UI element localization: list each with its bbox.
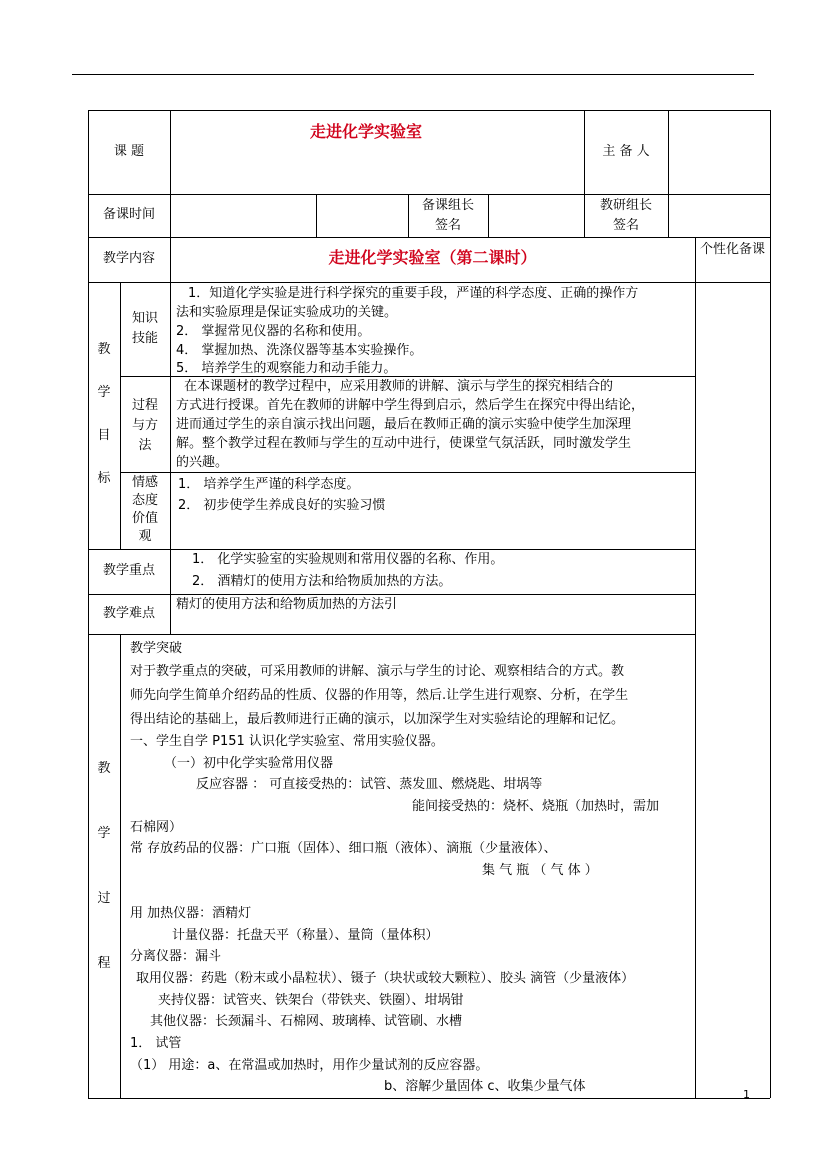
key-point-line: 2． 酒精灯的使用方法和给物质加热的方法。 <box>192 574 452 589</box>
process-line: 师先向学生简单介绍药品的性质、仪器的作用等，然后.让学生进行观察、分析，在学生 <box>130 688 629 703</box>
objectives-side-char: 学 <box>97 385 111 400</box>
process-side-char: 过 <box>97 891 111 906</box>
process-side-char: 教 <box>97 761 111 776</box>
process-line: 分离仪器：漏斗 <box>130 949 222 964</box>
content-title: 走进化学实验室（第二课时） <box>328 248 537 267</box>
process-method-line: 在本课题材的教学过程中，应采用教师的讲解、演示与学生的探究相结合的 <box>184 379 614 394</box>
process-method-line: 进而通过学生的亲自演示找出问题，最后在教师正确的演示实验中使学生加深理 <box>176 417 632 432</box>
topic-label: 课 题 <box>113 144 145 159</box>
process-line: （一）初中化学实验常用仪器 <box>164 756 334 771</box>
process-line: 其他仪器：长颈漏斗、石棉网、玻璃棒、试管刷、水槽 <box>150 1014 463 1029</box>
knowledge-label: 知识技能 <box>131 311 158 346</box>
emotion-line: 1． 培养学生严谨的科学态度。 <box>178 477 360 492</box>
process-line: 夹持仪器：试管夹、铁架台（带铁夹、铁圈）、坩埚钳 <box>158 993 464 1008</box>
process-line: 反应容器 ： 可直接受热的：试管、蒸发皿、燃烧匙、坩埚等 <box>196 777 543 792</box>
objectives-side-char: 标 <box>97 471 111 486</box>
process-line: 一、学生自学 P151 认识化学实验室、常用实验仪器。 <box>130 734 444 749</box>
process-method-label: 过程与方法 <box>131 398 158 453</box>
knowledge-line: 2． 掌握常见仪器的名称和使用。 <box>176 324 371 339</box>
process-line: 用 加热仪器：酒精灯 <box>130 906 252 921</box>
process-method-line: 方式进行授课。首先在教师的讲解中学生得到启示，然后学生在探究中得出结论， <box>176 398 645 413</box>
difficult-points-label: 教学难点 <box>102 606 155 621</box>
process-line: 集 气 瓶 （ 气 体 ） <box>482 863 598 878</box>
process-line: 1． 试管 <box>130 1036 182 1051</box>
header-rule <box>72 74 754 75</box>
emotion-label: 情感态度价值观 <box>131 475 158 544</box>
objectives-side-char: 教 <box>97 342 111 357</box>
knowledge-line: 1．知道化学实验是进行科学探究的重要手段，严谨的科学态度、正确的操作方 <box>188 286 639 301</box>
process-line: 取用仪器：药匙（粉末或小晶粒状）、镊子（块状或较大颗粒）、胶头 滴管（少量液体） <box>136 971 635 986</box>
process-side-char: 学 <box>97 826 111 841</box>
process-line: 计量仪器：托盘天平（称量）、量筒（量体积） <box>172 928 439 943</box>
knowledge-line: 5． 培养学生的观察能力和动手能力。 <box>176 361 397 376</box>
content-label: 教学内容 <box>102 251 155 266</box>
preparer-label: 主 备 人 <box>602 144 650 159</box>
prep-time-label: 备课时间 <box>102 207 155 222</box>
process-line: 得出结论的基础上，最后教师进行正确的演示，以加深学生对实验结论的理解和记忆。 <box>130 712 625 727</box>
topic-title: 走进化学实验室 <box>310 122 423 141</box>
objectives-side-char: 目 <box>97 428 111 443</box>
process-side-char: 程 <box>97 956 111 971</box>
process-line: b、溶解少量固体 c、收集少量气体 <box>384 1079 586 1094</box>
group-leader-sign-label: 备课组长签名 <box>421 198 474 233</box>
process-line: 常 存放药品的仪器：广口瓶（固体）、细口瓶（液体）、滴瓶（少量液体）、 <box>130 841 557 856</box>
personal-notes-label: 个性化备课 <box>699 242 765 257</box>
process-method-line: 的兴趣。 <box>176 455 229 470</box>
process-line: 教学突破 <box>130 641 183 656</box>
key-point-line: 1． 化学实验室的实验规则和常用仪器的名称、作用。 <box>192 552 504 567</box>
process-method-line: 解。整个教学过程在教师与学生的互动中进行，使课堂气氛活跃，同时激发学生 <box>176 436 632 451</box>
research-leader-sign-label: 教研组长签名 <box>599 198 652 233</box>
key-points-label: 教学重点 <box>102 563 155 578</box>
emotion-line: 2． 初步使学生养成良好的实验习惯 <box>178 498 386 513</box>
process-line: 能间接受热的：烧杯、烧瓶（加热时，需加 <box>412 799 660 814</box>
knowledge-line: 4． 掌握加热、洗涤仪器等基本实验操作。 <box>176 343 423 358</box>
process-line: （1） 用途：a、在常温或加热时，用作少量试剂的反应容器。 <box>130 1058 489 1073</box>
knowledge-line: 法和实验原理是保证实验成功的关键。 <box>176 305 398 320</box>
page-number: 1 <box>743 1088 750 1101</box>
process-line: 对于教学重点的突破，可采用教师的讲解、演示与学生的讨论、观察相结合的方式。教 <box>130 664 625 679</box>
process-line: 石棉网） <box>130 820 183 835</box>
difficult-points-text: 精灯的使用方法和给物质加热的方法引 <box>176 597 398 612</box>
